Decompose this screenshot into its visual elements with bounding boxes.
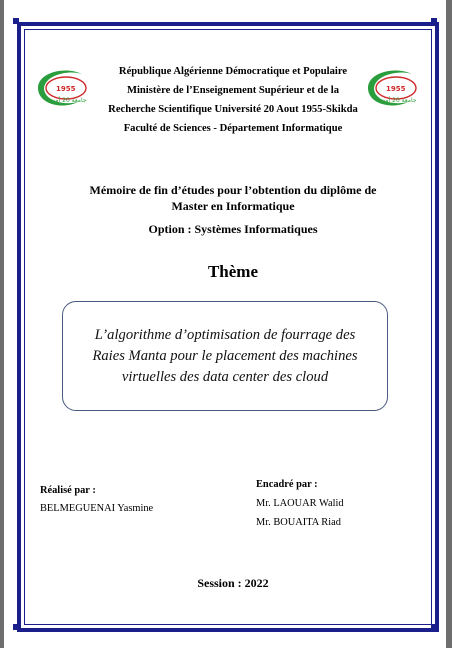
thesis-option: Option : Systèmes Informatiques (148, 222, 318, 236)
supervisor-name: Mr. BOUAITA Riad (256, 517, 341, 528)
border-corner (13, 624, 19, 630)
thesis-line-1: Mémoire de fin d’études pour l’obtention du diplôme de (89, 183, 377, 197)
svg-text:جامعة 20 أوت: جامعة 20 أوت (380, 97, 417, 104)
university-logo-right (362, 64, 420, 110)
svg-text:جامعة 20 أوت: جامعة 20 أوت (50, 97, 87, 104)
theme-heading: Thème (207, 262, 259, 281)
border-corner (431, 18, 437, 24)
session-year: Session : 2022 (197, 576, 269, 590)
svg-text:1955: 1955 (386, 85, 406, 93)
university-logo-left (32, 64, 90, 110)
thesis-description (64, 182, 402, 214)
theme-line-2: Raies Manta pour le placement des machines (92, 347, 358, 364)
theme-line-3: virtuelles des data center des cloud (121, 368, 329, 385)
border-corner (431, 624, 437, 630)
encadre-label: Encadré par : (256, 479, 318, 490)
thesis-line-2: Master en Informatique (171, 199, 295, 213)
realise-label: Réalisé par : (40, 485, 96, 496)
supervisor-name: Mr. LAOUAR Walid (256, 498, 344, 509)
header-line-faculty: Faculté de Sciences - Département Informatique (123, 123, 343, 134)
theme-line-1: L’algorithme d’optimisation de fourrage des (94, 326, 356, 343)
header-line-republic: République Algérienne Démocratique et Populaire (118, 66, 348, 77)
border-corner (13, 18, 19, 24)
svg-text:1955: 1955 (56, 85, 76, 93)
header-line-university: Recherche Scientifique Université 20 Aout 1955-Skikda (108, 104, 358, 115)
theme-text (75, 325, 375, 388)
document-page (4, 0, 446, 648)
institution-header (100, 62, 366, 138)
theme-box (62, 301, 388, 411)
header-line-ministry: Ministère de l’Enseignement Supérieur et de la (126, 85, 340, 96)
student-name: BELMEGUENAI Yasmine (40, 503, 154, 514)
